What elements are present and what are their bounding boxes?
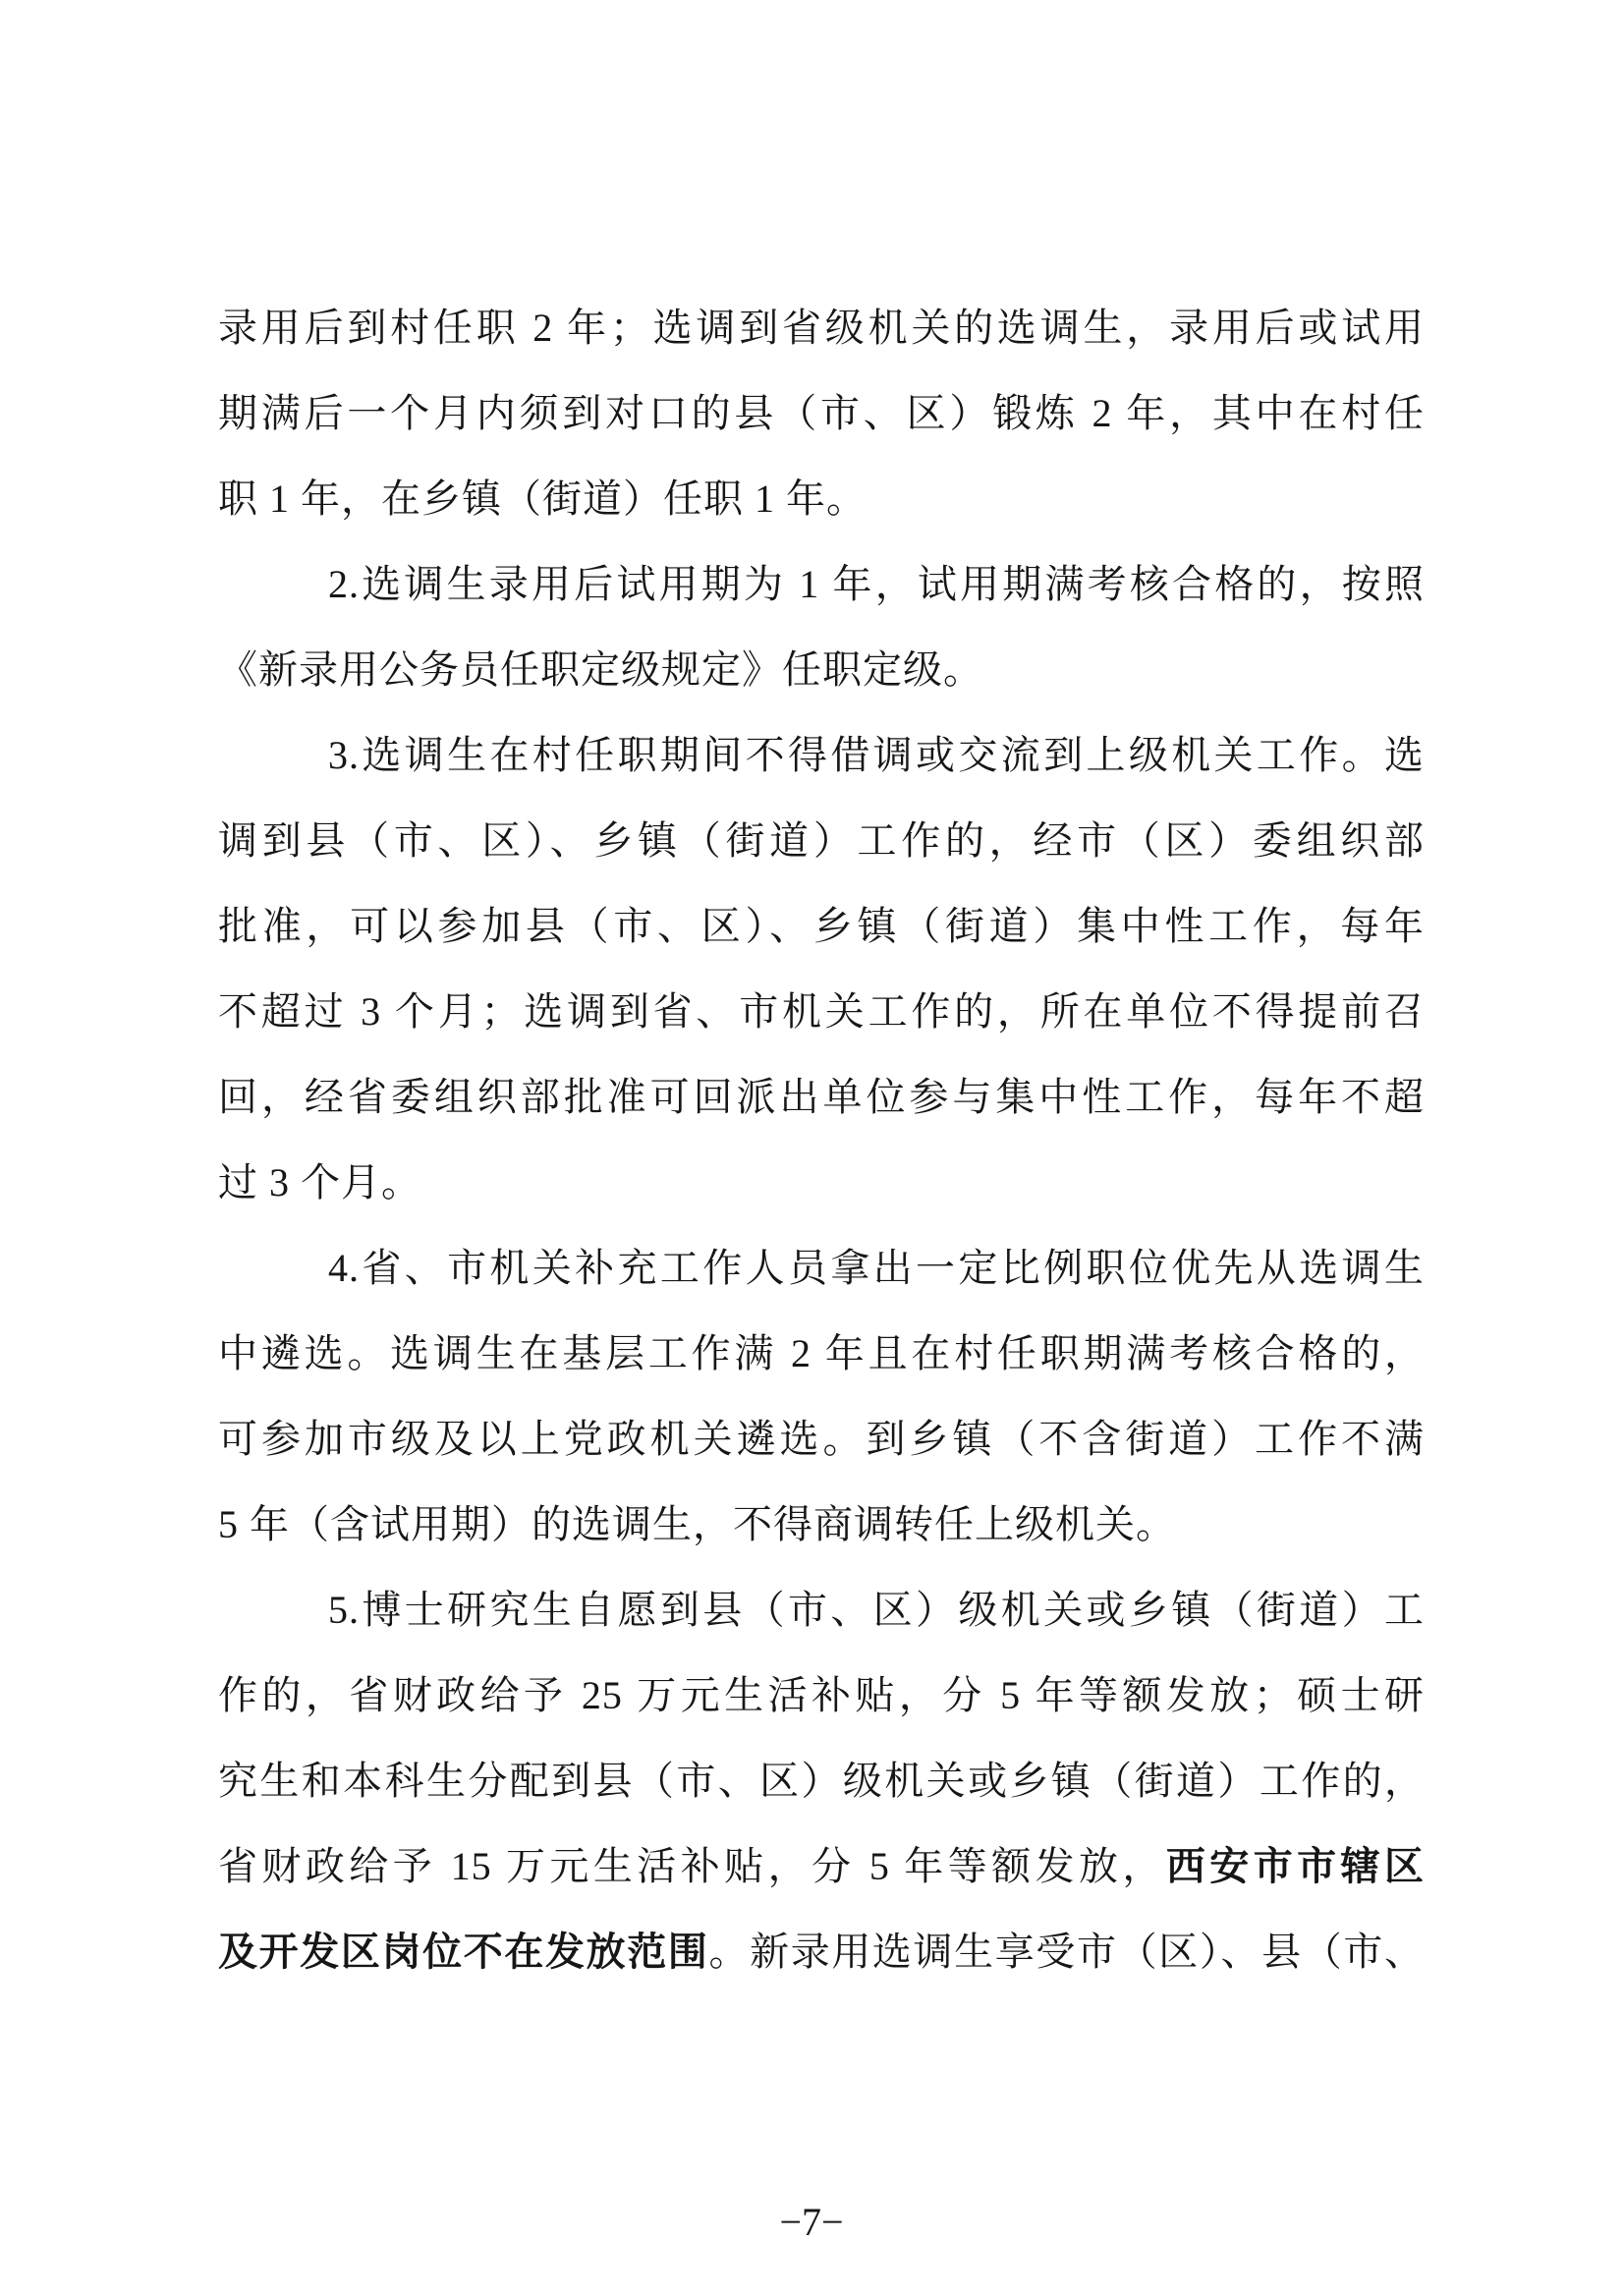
text-segment: 2.选调生录用后试用期为 1 年，试用期满考核合格的，按照 bbox=[328, 562, 1425, 606]
text-segment: 《新录用公务员任职定级规定》任职定级。 bbox=[218, 647, 983, 692]
text-line bbox=[218, 798, 1425, 883]
text-segment: 不超过 3 个月；选调到省、市机关工作的，所在单位不得提前召 bbox=[218, 989, 1425, 1034]
text-segment: 调到县（市、区）、乡镇（街道）工作的，经市（区）委组织部 bbox=[218, 818, 1425, 863]
text-line bbox=[218, 456, 1425, 541]
text-line bbox=[218, 1652, 1425, 1738]
text-segment: 。新录用选调生享受市（区）、县（市、 bbox=[708, 1930, 1425, 1974]
text-segment: 中遴选。选调生在基层工作满 2 年且在村任职期满考核合格的， bbox=[218, 1331, 1425, 1375]
text-segment: 录用后到村任职 2 年；选调到省级机关的选调生，录用后或试用 bbox=[218, 306, 1425, 350]
document-body bbox=[218, 285, 1425, 1994]
text-line bbox=[218, 969, 1425, 1054]
text-line bbox=[218, 1140, 1425, 1225]
text-segment: 期满后一个月内须到对口的县（市、区）锻炼 2 年，其中在村任 bbox=[218, 391, 1425, 435]
page-number: −7− bbox=[779, 2200, 844, 2244]
text-line bbox=[218, 285, 1425, 370]
text-line bbox=[218, 627, 1425, 712]
text-segment: 4.省、市机关补充工作人员拿出一定比例职位优先从选调生 bbox=[328, 1246, 1425, 1290]
text-segment: 职 1 年，在乡镇（街道）任职 1 年。 bbox=[218, 476, 867, 521]
text-segment: 作的，省财政给予 25 万元生活补贴，分 5 年等额发放；硕士研 bbox=[218, 1673, 1425, 1717]
text-line bbox=[218, 370, 1425, 456]
text-line bbox=[218, 1567, 1425, 1652]
text-segment: 可参加市级及以上党政机关遴选。到乡镇（不含街道）工作不满 bbox=[218, 1417, 1425, 1461]
text-segment-bold: 西安市市辖区 bbox=[1165, 1844, 1425, 1888]
text-line bbox=[218, 1482, 1425, 1567]
text-segment: 批准，可以参加县（市、区）、乡镇（街道）集中性工作，每年 bbox=[218, 904, 1425, 948]
text-segment: 5 年（含试用期）的选调生，不得商调转任上级机关。 bbox=[218, 1502, 1176, 1546]
text-segment: 省财政给予 15 万元生活补贴，分 5 年等额发放， bbox=[218, 1844, 1166, 1888]
text-segment-bold: 及开发区岗位不在发放范围 bbox=[218, 1930, 709, 1974]
text-line bbox=[218, 1225, 1425, 1311]
text-line bbox=[218, 712, 1425, 798]
text-line bbox=[218, 883, 1425, 969]
text-line bbox=[218, 1738, 1425, 1823]
text-segment: 回，经省委组织部批准可回派出单位参与集中性工作，每年不超 bbox=[218, 1075, 1425, 1119]
text-line bbox=[218, 1396, 1425, 1482]
text-segment: 过 3 个月。 bbox=[218, 1160, 421, 1204]
text-line bbox=[218, 541, 1425, 627]
text-line bbox=[218, 1909, 1425, 1994]
text-segment: 5.博士研究生自愿到县（市、区）级机关或乡镇（街道）工 bbox=[328, 1588, 1425, 1632]
text-segment: 究生和本科生分配到县（市、区）级机关或乡镇（街道）工作的， bbox=[218, 1759, 1425, 1803]
text-line bbox=[218, 1054, 1425, 1140]
text-line bbox=[218, 1311, 1425, 1396]
text-line bbox=[218, 1823, 1425, 1909]
text-segment: 3.选调生在村任职期间不得借调或交流到上级机关工作。选 bbox=[328, 733, 1425, 777]
